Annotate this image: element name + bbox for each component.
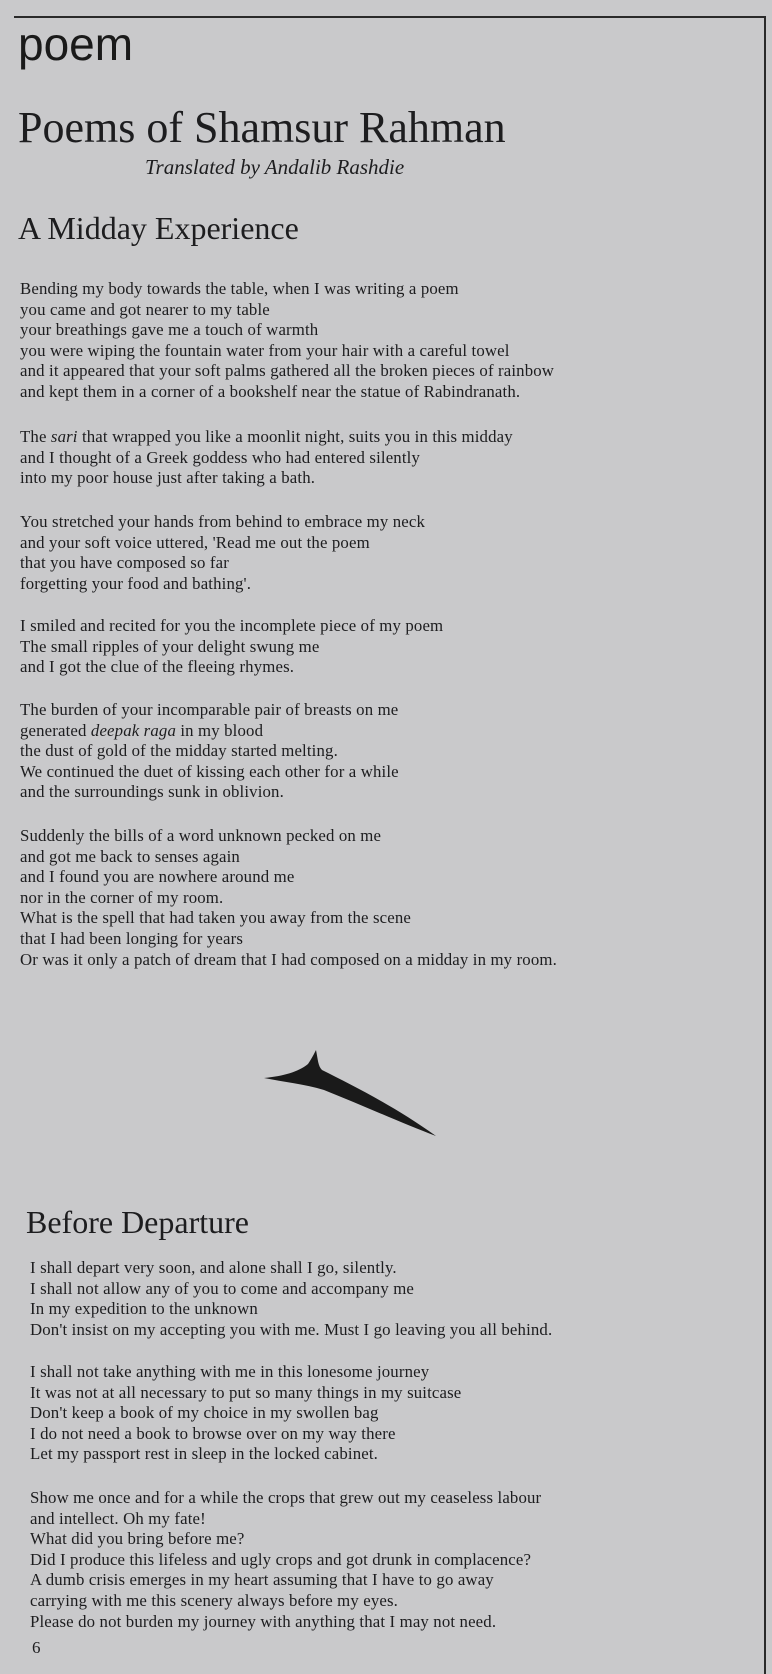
poem-line: into my poor house just after taking a bath. xyxy=(20,468,316,488)
poem1-stanza-2 xyxy=(20,427,513,489)
poem-line: Show me once and for a while the crops that grew out my ceaseless labour xyxy=(30,1488,542,1507)
poem-line: The burden of your incomparable pair of breasts on me xyxy=(20,700,399,719)
poem-line: It was not at all necessary to put so many things in my suitcase xyxy=(30,1382,462,1402)
poem-line: that you have composed so far xyxy=(20,553,229,573)
poem-line: I shall depart very soon, and alone shall I go, silently. xyxy=(30,1258,397,1277)
translator-credit: Translated by Andalib Rashdie xyxy=(145,155,405,179)
poem-line: Please do not burden my journey with anything that I may not need. xyxy=(30,1611,497,1631)
poem-line: Or was it only a patch of dream that I had composed on a midday in my room. xyxy=(20,949,557,969)
poem-line: I smiled and recited for you the incomplete piece of my poem xyxy=(20,616,444,635)
poem-line: The sari that wrapped you like a moonlit night, suits you in this midday xyxy=(20,427,513,446)
poem-line: and I thought of a Greek goddess who had entered silently xyxy=(20,447,421,467)
poem-line: nor in the corner of my room. xyxy=(20,887,224,907)
poem-line: Suddenly the bills of a word unknown pecked on me xyxy=(20,826,382,845)
poem-line: your breathings gave me a touch of warmth xyxy=(20,320,319,340)
poem-line: Don't insist on my accepting you with me. Must I go leaving you all behind. xyxy=(30,1319,553,1339)
poem-line: I do not need a book to browse over on my way there xyxy=(30,1423,396,1443)
poem-line: In my expedition to the unknown xyxy=(30,1299,258,1319)
poem-line: and I got the clue of the fleeing rhymes. xyxy=(20,657,295,677)
italic-term: deepak raga xyxy=(90,720,176,740)
poem-line: carrying with me this scenery always before my eyes. xyxy=(30,1590,399,1610)
poem-line: and intellect. Oh my fate! xyxy=(30,1508,206,1528)
poem-line: Don't keep a book of my choice in my swollen bag xyxy=(30,1403,379,1423)
poem2-stanza-1 xyxy=(30,1258,552,1340)
poem-line: I shall not allow any of you to come and accompany me xyxy=(30,1278,415,1298)
poem-line: I shall not take anything with me in this lonesome journey xyxy=(30,1362,430,1381)
poem1-stanza-6 xyxy=(20,826,557,970)
poem-line: and your soft voice uttered, 'Read me out the poem xyxy=(20,532,370,552)
poem-line: and got me back to senses again xyxy=(20,846,240,866)
poem-line: What did you bring before me? xyxy=(30,1529,245,1549)
poem-title-midday-experience: A Midday Experience xyxy=(18,210,299,246)
poem-line: Bending my body towards the table, when I was writing a poem xyxy=(20,279,459,298)
poem-line: and kept them in a corner of a bookshelf near the statue of Rabindranath. xyxy=(20,381,521,401)
right-rule xyxy=(764,16,766,1674)
poem-line: you came and got nearer to my table xyxy=(20,299,270,319)
poem1-stanza-5 xyxy=(20,700,399,803)
poem-line: you were wiping the fountain water from your hair with a careful towel xyxy=(20,340,510,360)
poem-line: We continued the duet of kissing each other for a while xyxy=(20,761,399,781)
poem1-stanza-3 xyxy=(20,512,425,594)
poem2-stanza-2 xyxy=(30,1362,461,1465)
poem-line: Let my passport rest in sleep in the locked cabinet. xyxy=(30,1444,378,1464)
poem1-stanza-1 xyxy=(20,279,554,403)
page-number: 6 xyxy=(32,1638,41,1657)
poem2-stanza-3 xyxy=(30,1488,541,1632)
poem-line: Did I produce this lifeless and ugly crops and got drunk in complacence? xyxy=(30,1549,532,1569)
section-tag: poem xyxy=(18,18,134,70)
poem-line: A dumb crisis emerges in my heart assuming that I have to go away xyxy=(30,1570,494,1590)
poem-line: and the surroundings sunk in oblivion. xyxy=(20,782,284,802)
article-title: Poems of Shamsur Rahman xyxy=(18,103,506,152)
poem-line: The small ripples of your delight swung me xyxy=(20,636,320,656)
poem-line: the dust of gold of the midday started melting. xyxy=(20,741,338,761)
poem-line: forgetting your food and bathing'. xyxy=(20,573,252,593)
poem-line: What is the spell that had taken you away from the scene xyxy=(20,908,411,928)
poem-line: and it appeared that your soft palms gathered all the broken pieces of rainbow xyxy=(20,361,555,381)
poem-title-before-departure: Before Departure xyxy=(26,1204,249,1240)
poem1-stanza-4 xyxy=(20,616,443,678)
italic-term: sari xyxy=(50,427,78,446)
bird-silhouette-icon xyxy=(264,1050,444,1140)
poem-line: You stretched your hands from behind to embrace my neck xyxy=(20,512,426,531)
poem-line: generated deepak raga in my blood xyxy=(20,720,264,740)
poem-line: that I had been longing for years xyxy=(20,928,244,948)
poem-line: and I found you are nowhere around me xyxy=(20,867,295,887)
